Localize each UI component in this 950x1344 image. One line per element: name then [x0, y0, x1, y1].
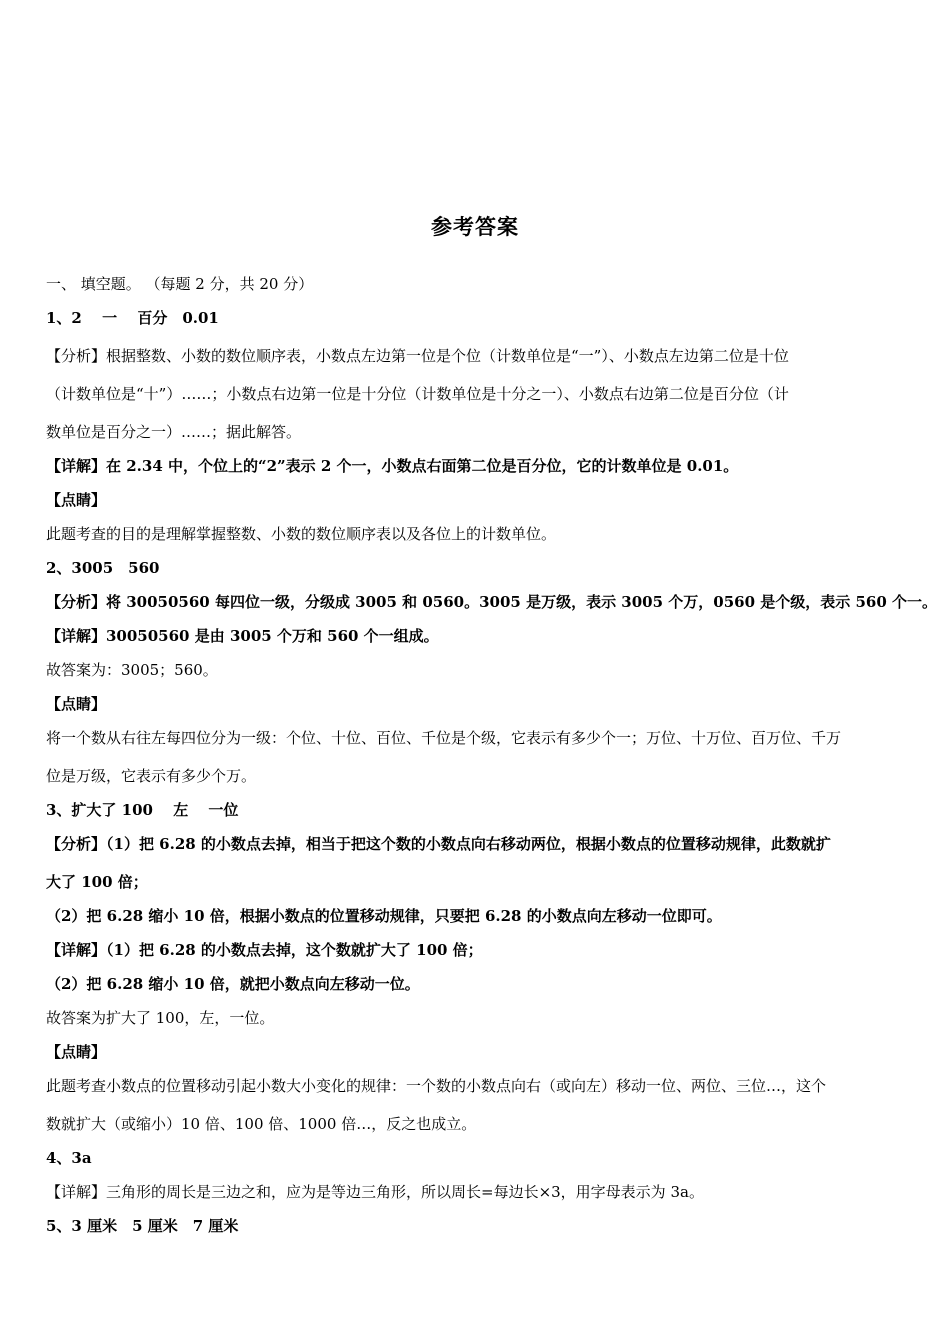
- q3-point-line-1: 此题考查小数点的位置移动引起小数大小变化的规律：一个数的小数点向右（或向左）移动一位、两位、三位…，这个: [46, 1077, 827, 1095]
- q1-point-label: 【点睛】: [46, 491, 107, 509]
- q4-answer: 4、3a: [46, 1149, 92, 1167]
- q3-answer: 3、扩大了 100 左 一位: [46, 801, 239, 819]
- q5-answer: 5、3 厘米 5 厘米 7 厘米: [46, 1217, 239, 1235]
- q1-point: 此题考查的目的是理解掌握整数、小数的数位顺序表以及各位上的计数单位。: [46, 525, 557, 543]
- q3-point-line-2: 数就扩大（或缩小）10 倍、100 倍、1000 倍…，反之也成立。: [46, 1115, 477, 1133]
- answer-content: [46, 274, 937, 1236]
- page-title: 参考答案: [431, 214, 519, 239]
- q2-conclusion: 故答案为：3005；560。: [46, 661, 218, 679]
- q3-analysis-line-1: 【分析】（1）把 6.28 的小数点去掉，相当于把这个数的小数点向右移动两位，根据小数点的位置移动规律，此数就扩: [46, 835, 831, 853]
- q2-analysis: 【分析】将 30050560 每四位一级，分级成 3005 和 0560。3005 是万级，表示 3005 个万，0560 是个级，表示 560 个一。: [46, 593, 937, 611]
- q1-analysis-line-2: （计数单位是“十”）……；小数点右边第一位是十分位（计数单位是十分之一）、小数点右边第二位是百分位（计: [46, 385, 789, 403]
- q4-detail: 【详解】三角形的周长是三边之和，应为是等边三角形，所以周长=每边长×3，用字母表示为 3a。: [46, 1183, 704, 1201]
- q1-analysis-line-3: 数单位是百分之一）……；据此解答。: [46, 423, 302, 441]
- q2-point-label: 【点睛】: [46, 695, 107, 713]
- q2-point-line-2: 位是万级，它表示有多少个万。: [46, 767, 257, 785]
- q2-answer: 2、3005 560: [46, 559, 160, 577]
- q1-detail: 【详解】在 2.34 中，个位上的“2”表示 2 个一，小数点右面第二位是百分位，它的计数单位是 0.01。: [46, 457, 739, 475]
- section-heading: 一、 填空题。 （每题 2 分，共 20 分）: [46, 275, 314, 293]
- q3-analysis-line-2: 大了 100 倍；: [46, 873, 148, 891]
- q3-conclusion: 故答案为扩大了 100，左，一位。: [46, 1009, 275, 1027]
- q3-analysis-line-3: （2）把 6.28 缩小 10 倍，根据小数点的位置移动规律，只要把 6.28 的小数点向左移动一位即可。: [46, 907, 722, 925]
- q3-detail-line-2: （2）把 6.28 缩小 10 倍，就把小数点向左移动一位。: [46, 975, 420, 993]
- q2-point-line-1: 将一个数从右往左每四位分为一级：个位、十位、百位、千位是个级，它表示有多少个一；万位、十万位、百万位、千万: [46, 729, 842, 747]
- q1-answer: 1、2 一 百分 0.01: [46, 309, 219, 327]
- q3-point-label: 【点睛】: [46, 1043, 107, 1061]
- q2-detail: 【详解】30050560 是由 3005 个万和 560 个一组成。: [46, 627, 439, 645]
- q3-detail-line-1: 【详解】（1）把 6.28 的小数点去掉，这个数就扩大了 100 倍；: [46, 941, 483, 959]
- q1-analysis-line-1: 【分析】根据整数、小数的数位顺序表，小数点左边第一位是个位（计数单位是“一”）、小数点左边第二位是十位: [46, 347, 789, 365]
